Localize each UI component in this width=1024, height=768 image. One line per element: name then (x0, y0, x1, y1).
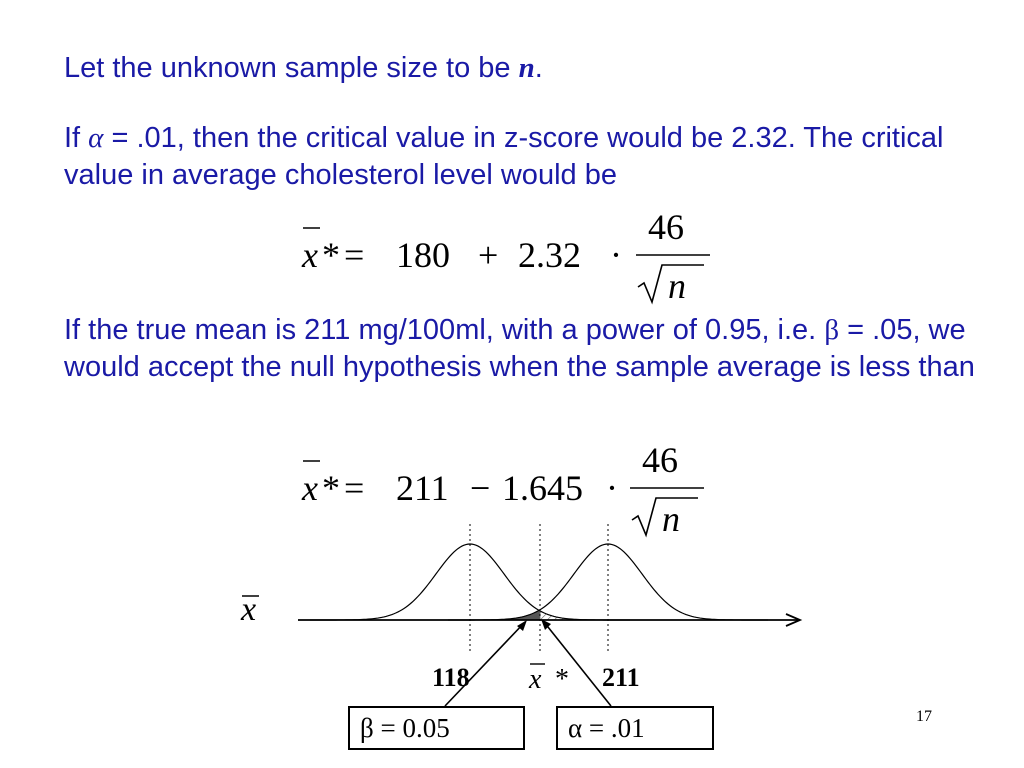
critical-label-star: * (555, 664, 569, 695)
formula2-denominator: n (662, 499, 680, 538)
formula1-numerator: 46 (648, 207, 684, 247)
formula2-numerator: 46 (642, 440, 678, 480)
formula1-operator: + (478, 235, 499, 275)
sample-size-variable: n (518, 52, 535, 84)
formula1-star: * (322, 235, 340, 275)
formula1-coefficient: 2.32 (518, 235, 581, 275)
formula1-denominator: n (668, 266, 686, 305)
formula2-constant: 211 (396, 468, 449, 508)
intro-text: Let the unknown sample size to be (64, 52, 519, 84)
formula2-coefficient: 1.645 (502, 468, 583, 508)
left-mean-label: 118 (432, 663, 470, 692)
para3-body: = .05, we would accept the null hypothesis when the sample average is less than (64, 314, 975, 383)
alpha-box: α = .01 (556, 706, 714, 750)
formula1-dot: · (610, 235, 622, 275)
formula2-operator: − (470, 468, 491, 508)
formula1-lhs-var: x (302, 235, 318, 275)
critical-label-x: x (529, 664, 542, 695)
right-mean-label: 211 (602, 663, 640, 692)
para2-prefix: If (64, 122, 89, 154)
beta-box: β = 0.05 (348, 706, 525, 750)
alpha-symbol: α (88, 122, 104, 154)
formula2-equals: = (344, 468, 365, 508)
formula2-dot: · (606, 468, 618, 508)
axis-label-x-bar: x (241, 591, 257, 628)
slide-number: 17 (916, 708, 932, 725)
intro-period: . (534, 52, 543, 84)
para3-prefix: If the true mean is 211 mg/100ml, with a power of 0.95, i.e. (64, 314, 825, 346)
formula2-star: * (322, 468, 340, 508)
formula1-equals: = (344, 235, 365, 275)
para2-body: = .01, then the critical value in z-score would be 2.32. The critical value in average cholesterol level would be (64, 122, 944, 191)
formula1-constant: 180 (396, 235, 450, 275)
beta-symbol: β (824, 314, 840, 346)
formula2-lhs-var: x (302, 468, 318, 508)
